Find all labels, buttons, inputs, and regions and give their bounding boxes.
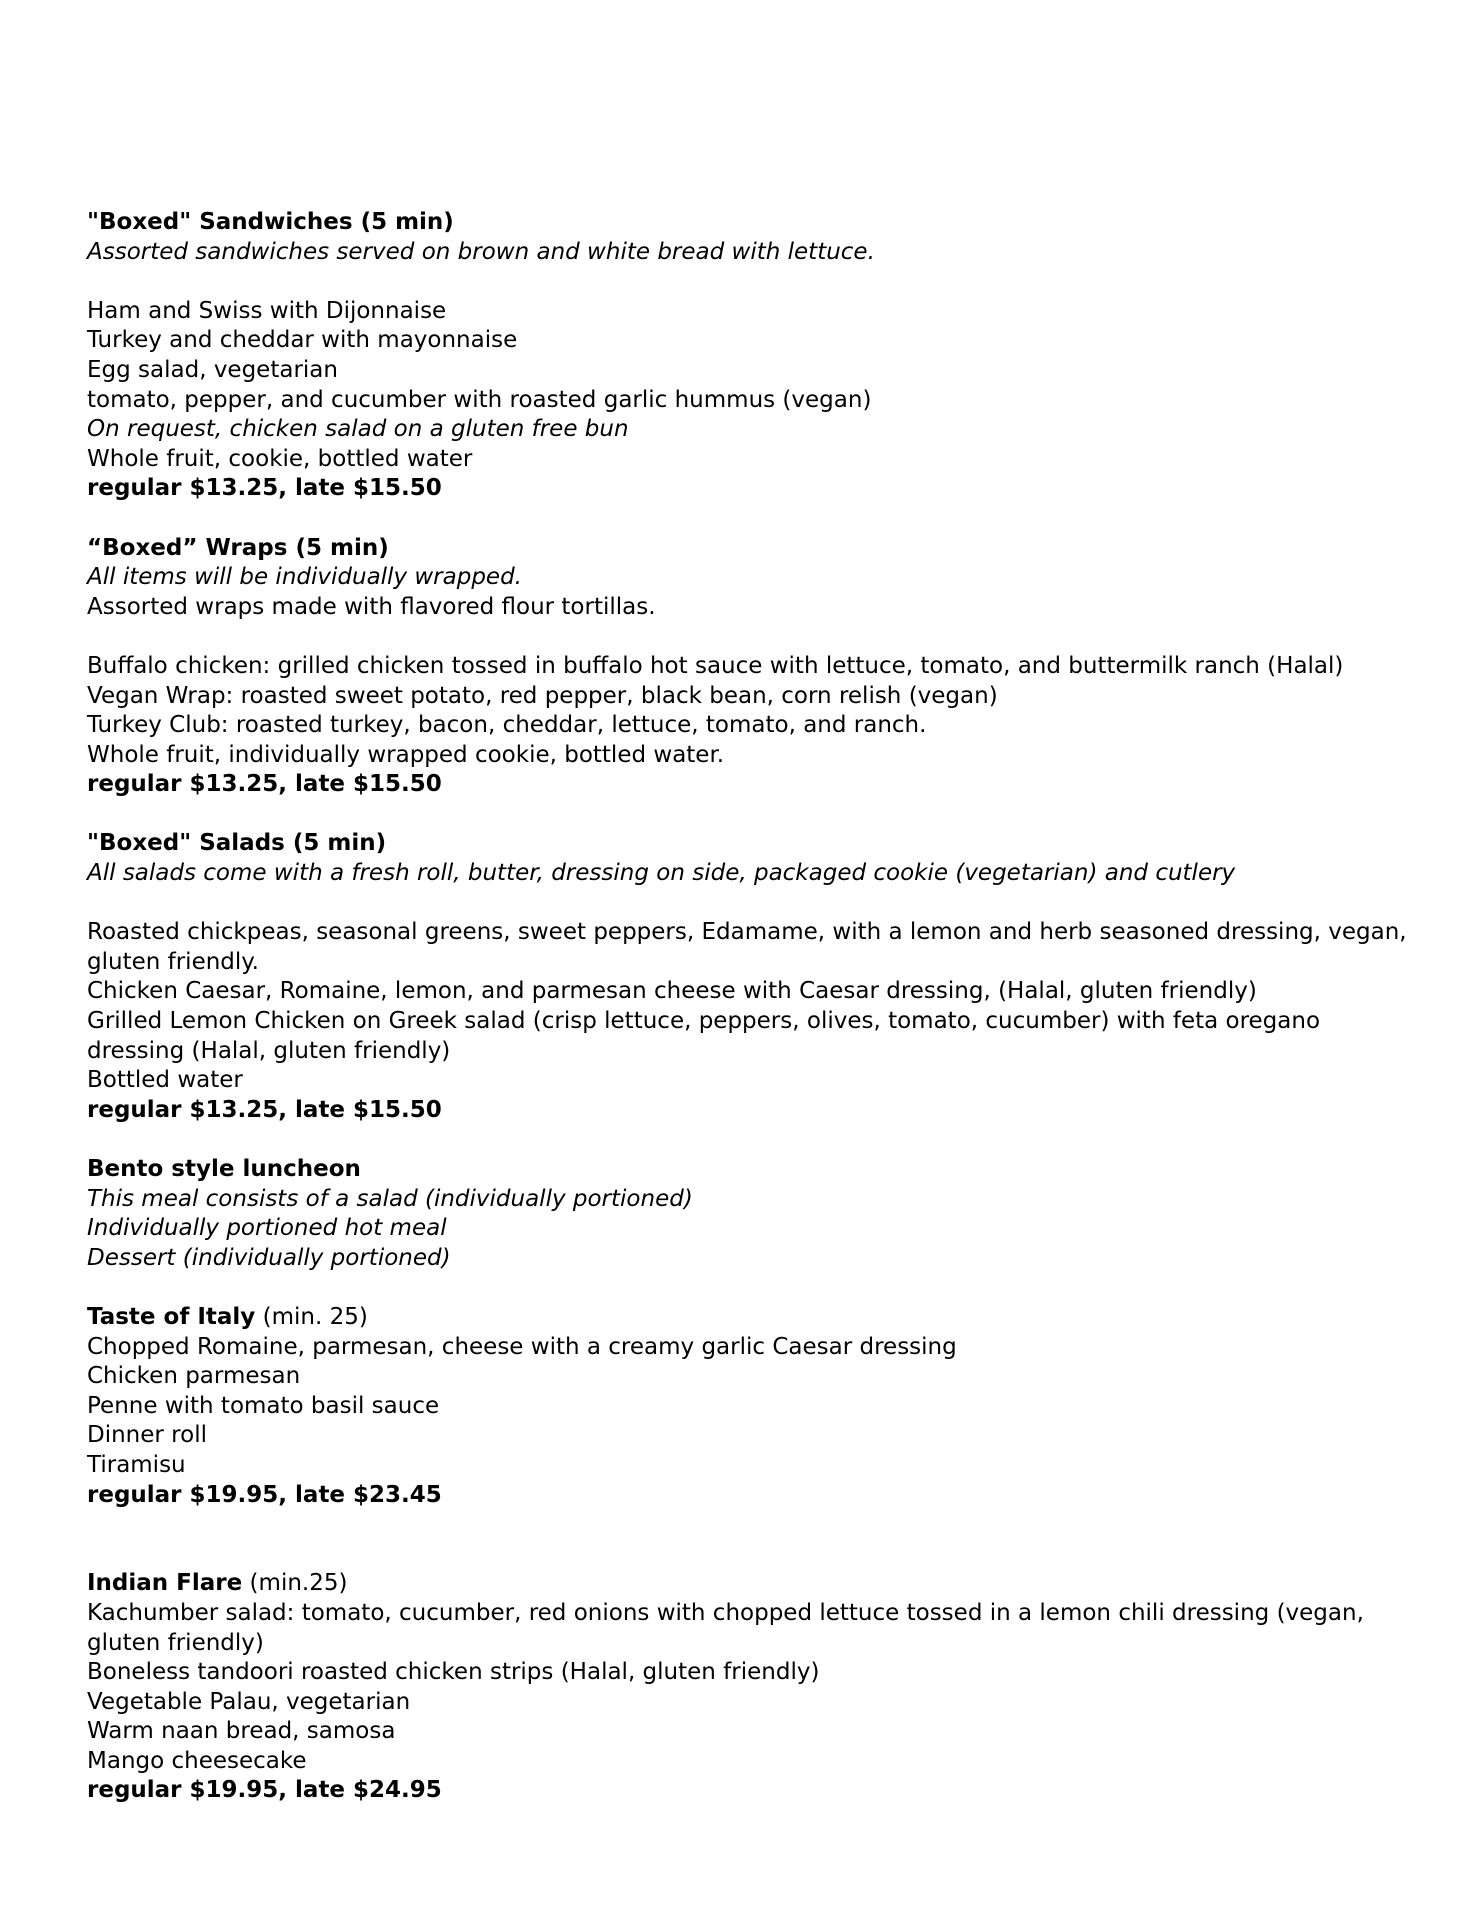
- menu-item: Egg salad, vegetarian: [87, 356, 338, 383]
- section-heading: [87, 1303, 1407, 1333]
- menu-item: Dinner roll: [87, 1422, 207, 1449]
- menu-item: Vegetable Palau, vegetarian: [87, 1688, 411, 1715]
- menu-item: Vegan Wrap: roasted sweet potato, red pepper, black bean, corn relish (vegan): [87, 682, 998, 709]
- section-boxed-salads: [87, 829, 1407, 1125]
- section-title-suffix: (min.25): [242, 1570, 348, 1597]
- price-line: regular $13.25, late $15.50: [87, 475, 442, 502]
- section-boxed-wraps: [87, 534, 1407, 800]
- section-description: Assorted sandwiches served on brown and white bread with lettuce.: [87, 238, 875, 265]
- section-description: All salads come with a fresh roll, butter, dressing on side, packaged cookie (vegetarian) and cutlery: [87, 860, 1236, 887]
- menu-item: Turkey Club: roasted turkey, bacon, cheddar, lettuce, tomato, and ranch.: [87, 712, 927, 739]
- price-line: regular $13.25, late $15.50: [87, 771, 442, 798]
- menu-item: Chicken Caesar, Romaine, lemon, and parmesan cheese with Caesar dressing, (Halal, gluten friendly): [87, 978, 1257, 1005]
- section-bento-luncheon: [87, 1155, 1407, 1273]
- section-title: Bento style luncheon: [87, 1156, 361, 1182]
- menu-note: On request, chicken salad on a gluten free bun: [87, 416, 629, 443]
- price-line: regular $19.95, late $23.45: [87, 1481, 442, 1508]
- menu-item: Penne with tomato basil sauce: [87, 1392, 440, 1419]
- menu-item: Kachumber salad: tomato, cucumber, red onions with chopped lettuce tossed in a lemon chili dressing (vegan, gluten friendly): [87, 1599, 1364, 1656]
- menu-item: Chicken parmesan: [87, 1363, 301, 1390]
- section-title: Indian Flare: [87, 1570, 243, 1597]
- menu-item: Grilled Lemon Chicken on Greek salad (crisp lettuce, peppers, olives, tomato, cucumber) with feta oregano dressing (Halal, gluten friendly): [87, 1008, 1321, 1064]
- section-boxed-sandwiches: [87, 208, 1407, 504]
- section-taste-of-italy: [87, 1303, 1407, 1510]
- section-heading: [87, 1569, 1407, 1599]
- menu-item: Ham and Swiss with Dijonnaise: [87, 297, 447, 324]
- section-description: Individually portioned hot meal: [87, 1215, 447, 1242]
- menu-item: Warm naan bread, samosa: [87, 1718, 396, 1745]
- menu-item: Roasted chickpeas, seasonal greens, sweet peppers, Edamame, with a lemon and herb seasoned dressing, vegan, gluten friendly.: [87, 919, 1407, 975]
- section-indian-flare: [87, 1569, 1407, 1806]
- menu-item: Buffalo chicken: grilled chicken tossed in buffalo hot sauce with lettuce, tomato, and buttermilk ranch (Halal): [87, 652, 1344, 679]
- menu-item: Whole fruit, individually wrapped cookie, bottled water.: [87, 741, 725, 768]
- section-title-suffix: (min. 25): [255, 1303, 368, 1330]
- price-line: regular $13.25, late $15.50: [87, 1096, 442, 1123]
- section-title: Taste of Italy: [87, 1303, 256, 1330]
- section-description: Dessert (individually portioned): [87, 1244, 451, 1271]
- section-title: “Boxed” Wraps (5 min): [87, 534, 389, 561]
- menu-item: Tiramisu: [87, 1451, 186, 1478]
- section-description: All items will be individually wrapped.: [87, 564, 522, 591]
- menu-item: Boneless tandoori roasted chicken strips (Halal, gluten friendly): [87, 1659, 820, 1686]
- price-line: regular $19.95, late $24.95: [87, 1777, 442, 1804]
- section-title: "Boxed" Salads (5 min): [87, 830, 387, 857]
- menu-item: tomato, pepper, and cucumber with roasted garlic hummus (vegan): [87, 386, 872, 413]
- menu-item: Turkey and cheddar with mayonnaise: [87, 327, 518, 354]
- menu-extras: Whole fruit, cookie, bottled water: [87, 445, 473, 472]
- menu-item: Mango cheesecake: [87, 1747, 307, 1774]
- menu-document: [87, 208, 1407, 1806]
- menu-item: Chopped Romaine, parmesan, cheese with a creamy garlic Caesar dressing: [87, 1333, 957, 1360]
- section-title: "Boxed" Sandwiches (5 min): [87, 209, 454, 235]
- section-description: This meal consists of a salad (individually portioned): [87, 1185, 693, 1212]
- section-subdescription: Assorted wraps made with flavored flour tortillas.: [87, 593, 656, 620]
- menu-item: Bottled water: [87, 1067, 243, 1094]
